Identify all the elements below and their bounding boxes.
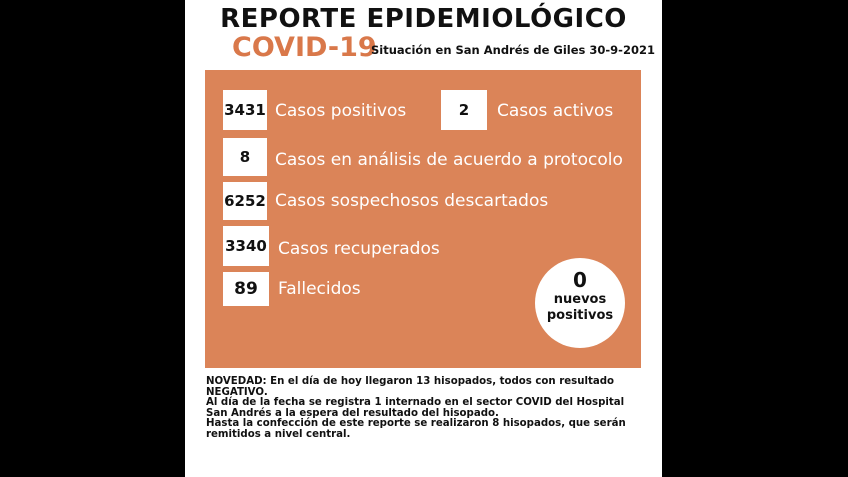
report-title: REPORTE EPIDEMIOLÓGICO <box>220 4 627 34</box>
positivos-label: Casos positivos <box>275 101 407 121</box>
nuevos-line1: nuevos <box>553 292 607 307</box>
report-card <box>185 0 662 477</box>
analisis-label: Casos en análisis de acuerdo a protocolo <box>275 150 623 170</box>
positivos-value: 3431 <box>223 90 267 130</box>
analisis-value: 8 <box>223 138 267 176</box>
notes-section <box>206 377 646 441</box>
note-internado: Al día de la fecha se registra 1 internado en el sector COVID del Hospital San Andrés a la espera del resultado del hisopado. <box>206 397 625 419</box>
nuevos-value: 0 <box>573 268 587 292</box>
fallecidos-label: Fallecidos <box>278 279 361 299</box>
descartados-value: 6252 <box>223 182 267 220</box>
activos-value: 2 <box>441 90 487 130</box>
covid-heading: COVID-19 <box>232 32 377 63</box>
activos-label: Casos activos <box>497 101 614 121</box>
recuperados-label: Casos recuperados <box>278 239 440 259</box>
fallecidos-value: 89 <box>223 272 269 306</box>
nuevos-positivos-badge <box>535 258 625 348</box>
descartados-label: Casos sospechosos descartados <box>275 191 549 211</box>
situation-line: Situación en San Andrés de Giles 30-9-2021 <box>371 43 655 57</box>
note-novedad: NOVEDAD: En el día de hoy llegaron 13 hisopados, todos con resultado NEGATIVO. <box>206 376 615 398</box>
nuevos-line2: positivos <box>546 308 614 323</box>
note-hisopados: Hasta la confección de este reporte se realizaron 8 hisopados, que serán remitidos a nivel central. <box>206 418 626 440</box>
recuperados-value: 3340 <box>223 226 269 266</box>
stats-panel <box>205 70 641 368</box>
